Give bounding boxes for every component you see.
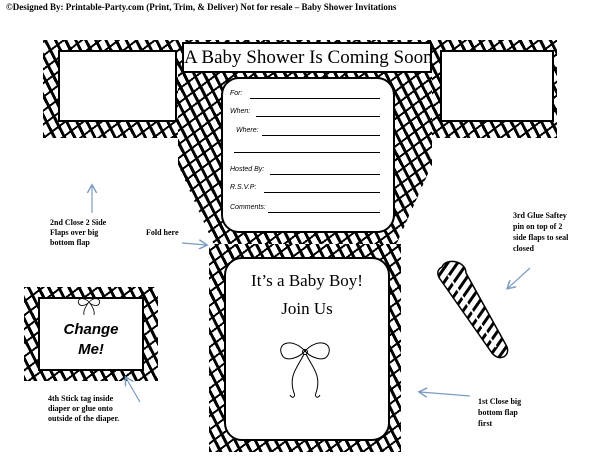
tag-text-line-2: Me! [78, 341, 104, 358]
copyright-notice: ©Designed By: Printable-Party.com (Print, Trim, & Deliver) Not for resale – Baby Shower Invitations [6, 2, 397, 12]
step-4-line-3: outside of the diaper. [48, 414, 120, 423]
instruction-fold: Fold here [146, 228, 179, 237]
step-1-line-3: first [478, 419, 493, 428]
arrow-step-3 [508, 268, 530, 288]
arrow-fold [182, 243, 206, 245]
step-4-line-1: 4th Stick tag inside [48, 394, 114, 403]
tag-text-line-1: Change [63, 321, 119, 338]
step-3-line-2: pin on top of 2 [513, 222, 563, 231]
announcement-line-1: It’s a Baby Boy! [251, 271, 363, 290]
step-4-line-2: diaper or glue onto [48, 404, 113, 413]
step-1-line-1: 1st Close big [478, 397, 522, 406]
form-field-where: Where: [236, 127, 259, 134]
form-field-when: When: [230, 108, 251, 115]
form-field-hosted-by: Hosted By: [230, 166, 265, 173]
arrow-step-4 [126, 378, 140, 402]
step-2-line-3: bottom flap [50, 238, 90, 247]
step-3-line-3: side flaps to seal [513, 233, 569, 242]
step-2-line-2: Flaps over big [50, 228, 99, 237]
step-3-line-1: 3rd Glue Saftey [513, 211, 567, 220]
form-field-for: For: [230, 90, 243, 97]
form-field-comments: Comments: [230, 204, 266, 211]
arrow-step-1 [420, 392, 470, 396]
step-1-line-2: bottom flap [478, 408, 518, 417]
announcement-line-2: Join Us [281, 299, 333, 318]
form-field-rsvp: R.S.V.P: [230, 184, 257, 191]
invitation-title: A Baby Shower Is Coming Soon [182, 42, 432, 73]
step-2-line-1: 2nd Close 2 Side [50, 218, 107, 227]
step-3-line-4: closed [513, 244, 534, 253]
